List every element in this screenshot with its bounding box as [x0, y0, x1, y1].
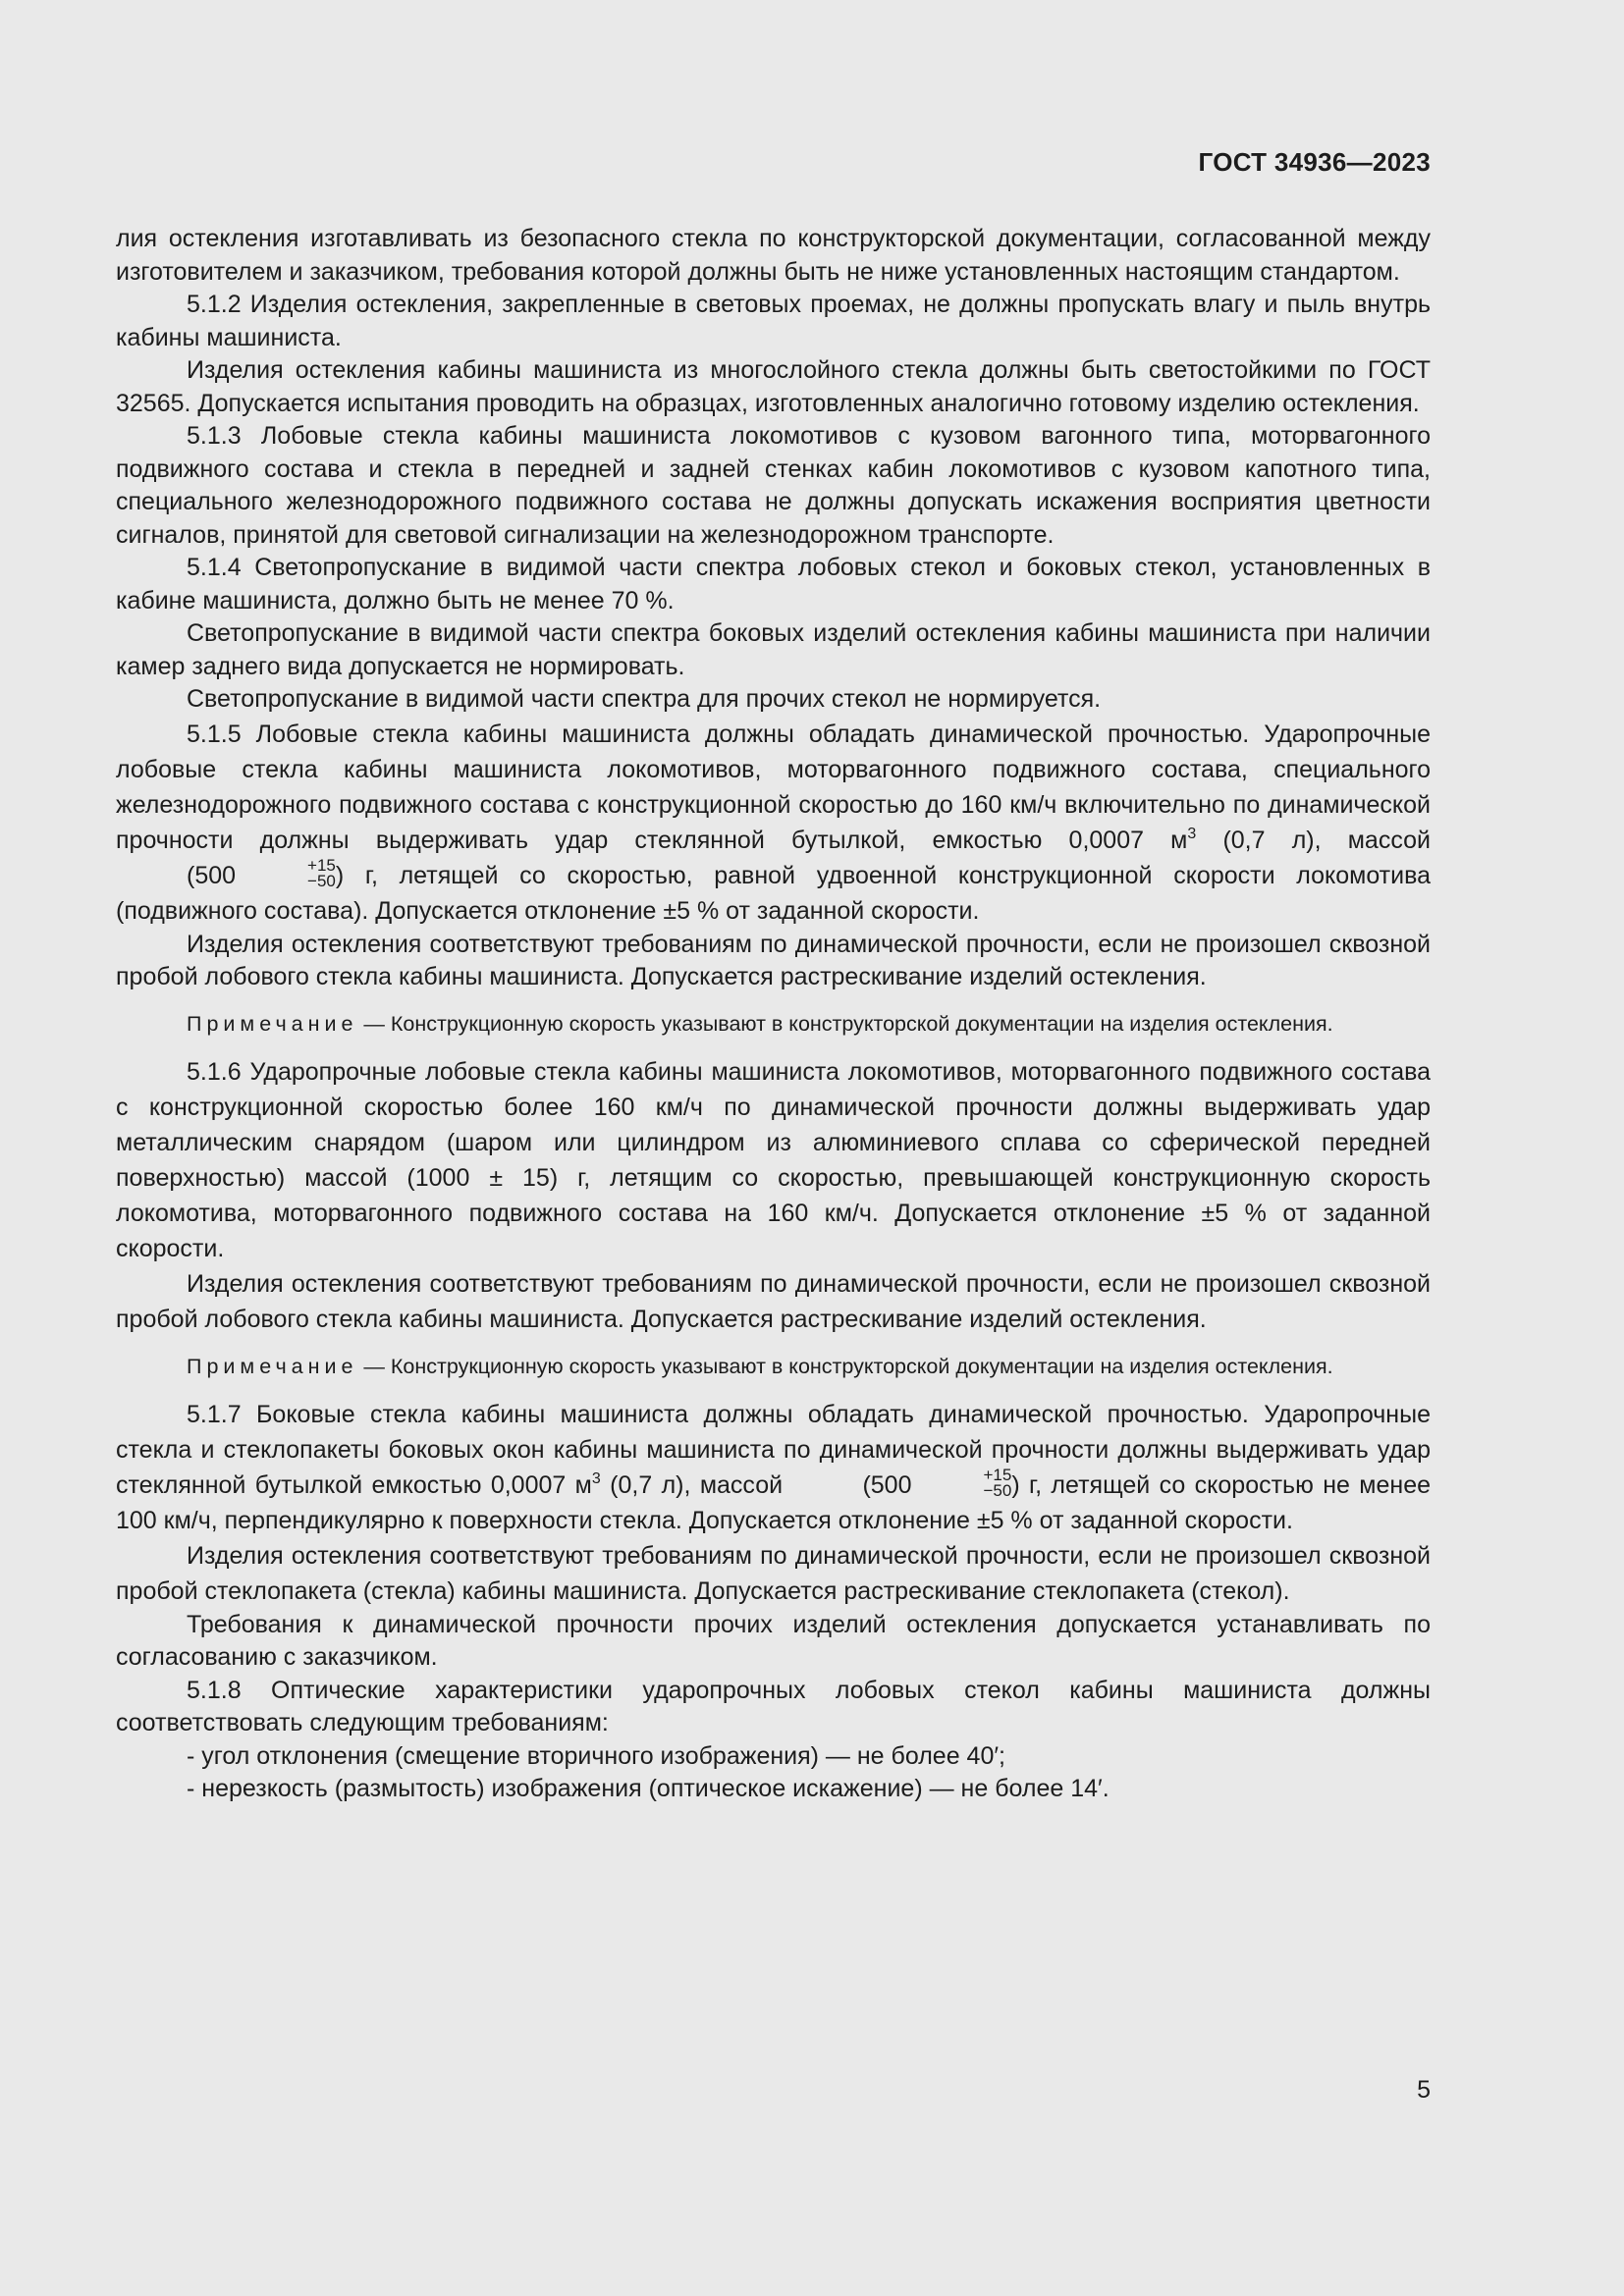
unit-exponent: 3	[1187, 825, 1197, 842]
paragraph-light-resistance: Изделия остекления кабины машиниста из многослойного стекла должны быть светостойкими по ГОСТ 32565. Допускается испытания проводить на образцах, изготовленных аналогично готовому изделию остекления.	[116, 356, 1437, 417]
mass-lower-deviation: −50	[307, 871, 336, 890]
document-body	[116, 223, 1437, 1806]
paragraph-glass-unit-breakthrough: Изделия остекления соответствуют требованиям по динамической прочности, если не произошел сквозной пробой стеклопакета (стекла) кабины машиниста. Допускается растрескивание стеклопакета (стекол).	[116, 1541, 1437, 1605]
note-text: — Конструкционную скорость указывают в конструкторской документации на изделия остекления.	[357, 1354, 1333, 1378]
mass-lower-deviation: −50	[983, 1480, 1012, 1500]
mass-tolerance	[791, 1465, 1020, 1503]
note	[116, 1353, 1431, 1381]
mass-deviation	[913, 1465, 1012, 1500]
page-number: 5	[1417, 2076, 1431, 2104]
unit-exponent: 3	[591, 1469, 601, 1487]
mass-tolerance	[116, 855, 345, 893]
note-label: Примечание	[187, 1354, 358, 1378]
paragraph-5-1-4: 5.1.4 Светопропускание в видимой части спектра лобовых стекол и боковых стекол, установленных в кабине машиниста, должно быть не менее 70 %.	[116, 554, 1437, 614]
mass-close: )	[1011, 1470, 1020, 1499]
paragraph-5-1-7-part-b: (0,7 л), массой	[600, 1470, 792, 1499]
note-text: — Конструкционную скорость указывают в конструкторской документации на изделия остекления.	[357, 1011, 1333, 1036]
mass-deviation	[237, 855, 336, 890]
paragraph-other-glass: Светопропускание в видимой части спектра для прочих стекол не нормируется.	[187, 685, 1102, 713]
mass-base: (500	[862, 1470, 912, 1499]
document-id: ГОСТ 34936—2023	[1198, 147, 1431, 177]
paragraph-5-1-7	[116, 1397, 1437, 1538]
mass-upper-deviation: +15	[983, 1465, 1012, 1484]
paragraph-5-1-7-part-a: 5.1.7 Боковые стекла кабины машиниста должны обладать динамической прочностью. Ударопрочные стекла и стеклопакеты боковых окон кабины машиниста по динамической прочности должны выдерживать удар стеклянной бутылкой емкостью 0,0007 м	[116, 1400, 1437, 1499]
paragraph-5-1-7-part-c: г, летящей со скоростью не менее 100 км/ч, перпендикулярно к поверхности стекла. Допускается отклонение ±5 % от заданной скорости.	[116, 1470, 1437, 1534]
mass-base: (500	[187, 861, 237, 889]
note	[116, 1010, 1431, 1039]
paragraph-rear-view-cameras: Светопропускание в видимой части спектра боковых изделий остекления кабины машиниста при наличии камер заднего вида допускается не нормировать.	[116, 619, 1437, 680]
paragraph-5-1-5-part-a: 5.1.5 Лобовые стекла кабины машиниста должны обладать динамической прочностью. Ударопрочные лобовые стекла кабины машиниста локомотивов, моторвагонного подвижного состава, специального железнодорожного подвижного состава с конструкционной скоростью до 160 км/ч включительно по динамической прочности должны выдерживать удар стеклянной бутылкой, емкостью 0,0007 м	[116, 720, 1437, 854]
paragraph-5-1-2: 5.1.2 Изделия остекления, закрепленные в световых проемах, не должны пропускать влагу и пыль внутрь кабины машиниста.	[116, 291, 1437, 351]
paragraph-continuation: лия остекления изготавливать из безопасного стекла по конструкторской документации, согласованной между изготовителем и заказчиком, требования которой должны быть не ниже установленных настоящим стандартом.	[116, 225, 1437, 286]
mass-close: )	[335, 861, 345, 889]
list-item-image-blur: - нерезкость (размытость) изображения (оптическое искажение) — не более 14′.	[187, 1775, 1110, 1802]
paragraph-5-1-8: 5.1.8 Оптические характеристики ударопрочных лобовых стекол кабины машиниста должны соответствовать следующим требованиям:	[116, 1676, 1437, 1736]
paragraph-breakthrough-2: Изделия остекления соответствуют требованиям по динамической прочности, если не произошел сквозной пробой лобового стекла кабины машиниста. Допускается растрескивание изделий остекления.	[116, 1269, 1437, 1333]
mass-upper-deviation: +15	[307, 855, 336, 875]
paragraph-breakthrough: Изделия остекления соответствуют требованиям по динамической прочности, если не произошел сквозной пробой лобового стекла кабины машиниста. Допускается растрескивание изделий остекления.	[116, 930, 1437, 990]
paragraph-5-1-5	[116, 717, 1437, 929]
paragraph-5-1-5-part-c: г, летящей со скоростью, равной удвоенной конструкционной скорости локомотива (подвижного состава). Допускается отклонение ±5 % от заданной скорости.	[116, 861, 1437, 925]
paragraph-5-1-6: 5.1.6 Ударопрочные лобовые стекла кабины машиниста локомотивов, моторвагонного подвижного состава с конструкционной скоростью более 160 км/ч по динамической прочности должны выдерживать удар металлическим снарядом (шаром или цилиндром из алюминиевого сплава со сферической передней поверхностью) массой (1000 ± 15) г, летящим со скоростью, превышающей конструкционную скорость локомотива, моторвагонного подвижного состава на 160 км/ч. Допускается отклонение ±5 % от заданной скорости.	[116, 1057, 1437, 1262]
list-item-deflection-angle: - угол отклонения (смещение вторичного изображения) — не более 40′;	[187, 1741, 1005, 1770]
note-label: Примечание	[187, 1011, 358, 1036]
paragraph-5-1-3: 5.1.3 Лобовые стекла кабины машиниста локомотивов с кузовом вагонного типа, моторвагонного подвижного состава и стекла в передней и задней стенках кабин локомотивов с кузовом капотного типа, специального железнодорожного подвижного состава не должны допускать искажения восприятия цветности сигналов, принятой для световой сигнализации на железнодорожном транспорте.	[116, 422, 1437, 549]
paragraph-other-requirements: Требования к динамической прочности прочих изделий остекления допускается устанавливать по согласованию с заказчиком.	[116, 1610, 1437, 1671]
paragraph-5-1-5-part-b: (0,7 л), массой	[1196, 826, 1437, 854]
